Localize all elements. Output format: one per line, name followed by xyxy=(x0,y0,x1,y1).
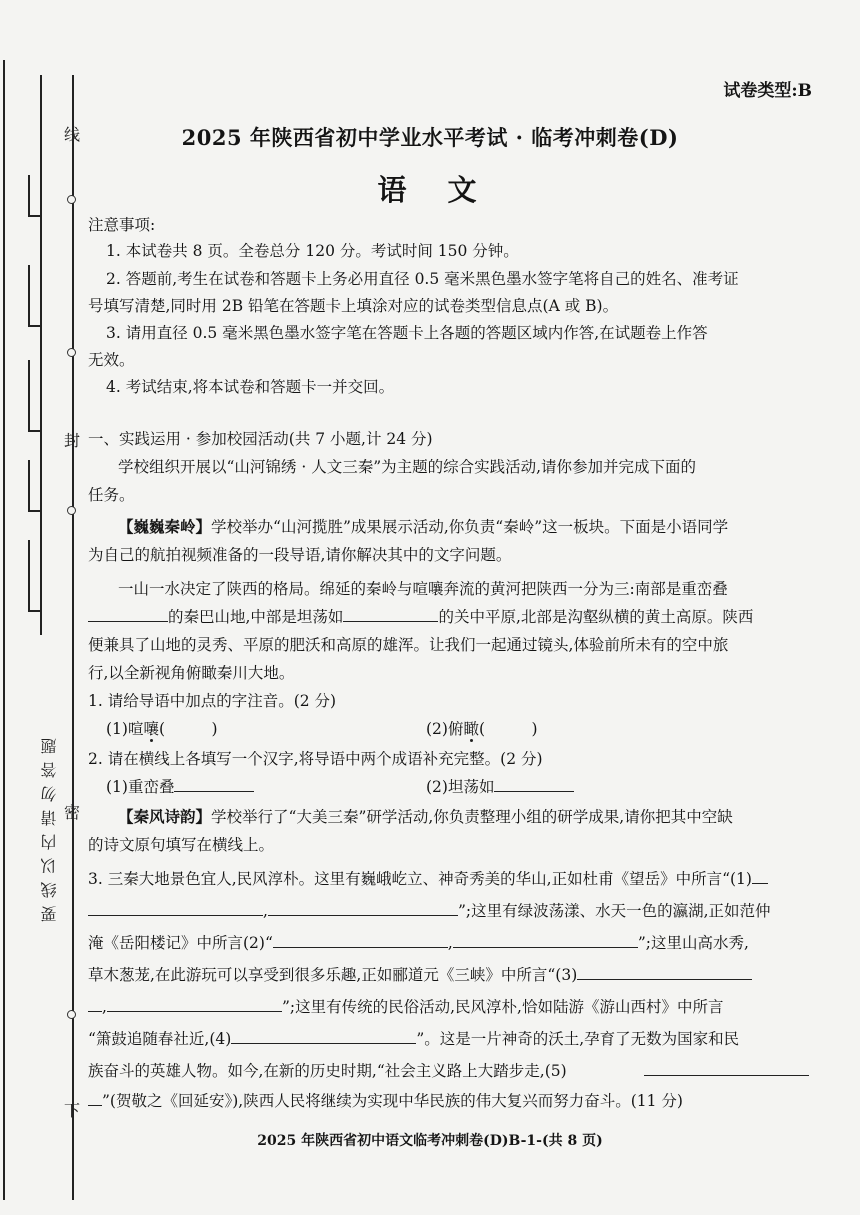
q-text: (2)坦荡如 xyxy=(426,778,495,796)
question-3-e xyxy=(88,992,723,1022)
question-2-2 xyxy=(426,772,574,802)
task-qinling xyxy=(88,512,728,542)
answer-parentheses[interactable]: ( ) xyxy=(158,720,218,738)
binding-char-feng: 封 xyxy=(64,431,81,450)
subject-title: 语 文 xyxy=(377,173,483,207)
q-text: ”(贺敬之《回延安》),陕西人民将继续为实现中华民族的伟大复兴而努力奋斗。(11 分) xyxy=(102,1092,683,1110)
note-2b: 号填写清楚,同时用 2B 铅笔在答题卡上填涂对应的试卷类型信息点(A 或 B)。 xyxy=(88,297,619,315)
note-2a: 2. 答题前,考生在试卷和答题卡上务必用直径 0.5 毫米黑色墨水签字笔将自己的姓名、准考证 xyxy=(106,270,739,288)
answer-blank[interactable] xyxy=(174,773,254,792)
task-qinling-text-b: 为自己的航拍视频准备的一段导语,请你解决其中的文字问题。 xyxy=(88,546,512,564)
dotted-char: 瞰 xyxy=(463,720,479,738)
q-text: (1)重峦叠 xyxy=(106,778,175,796)
section-1-intro-a: 学校组织开展以“山河锦绣 · 人文三秦”为主题的综合实践活动,请你参加并完成下面的 xyxy=(118,458,697,476)
question-1-1 xyxy=(88,714,218,744)
answer-parentheses[interactable]: ( ) xyxy=(478,720,538,738)
answer-blank[interactable] xyxy=(107,993,282,1012)
passage-line-c: 便兼具了山地的灵秀、平原的肥沃和高原的雄浑。让我们一起通过镜头,体验前所未有的空中旅 xyxy=(88,636,729,654)
q-text: ”;这里山高水秀, xyxy=(637,934,749,952)
q-text: , xyxy=(263,902,268,920)
answer-blank[interactable] xyxy=(577,961,752,980)
q-text: (2)俯 xyxy=(426,720,464,738)
idiom-blank-1[interactable] xyxy=(88,603,168,622)
answer-blank[interactable] xyxy=(453,929,638,948)
passage-line-d: 行,以全新视角俯瞰秦川大地。 xyxy=(88,664,295,682)
name-box-3 xyxy=(28,360,42,432)
binding-warning: 要线以内请勿答题 xyxy=(40,730,59,922)
task-qinling-text: 学校举办“山河揽胜”成果展示活动,你负责“秦岭”这一板块。下面是小语同学 xyxy=(211,518,729,536)
section-1-intro-b: 任务。 xyxy=(88,486,135,504)
task-shiyun xyxy=(88,802,733,832)
answer-blank[interactable] xyxy=(88,993,102,1012)
question-1-2 xyxy=(426,714,538,744)
q-text: 草木葱茏,在此游玩可以享受到很多乐趣,正如郦道元《三峡》中所言“(3) xyxy=(88,966,578,984)
question-3-d xyxy=(88,960,752,990)
task-tag-qinling: 【巍巍秦岭】 xyxy=(118,517,212,536)
note-1: 1. 本试卷共 8 页。全卷总分 120 分。考试时间 150 分钟。 xyxy=(106,242,519,260)
question-3-h xyxy=(88,1086,683,1116)
answer-blank[interactable] xyxy=(644,1057,809,1076)
question-2: 2. 请在横线上各填写一个汉字,将导语中两个成语补充完整。(2 分) xyxy=(88,750,543,768)
binding-hole xyxy=(67,506,76,515)
task-shiyun-text-b: 的诗文原句填写在横线上。 xyxy=(88,836,275,854)
question-3-f xyxy=(88,1024,739,1054)
passage-text: 的关中平原,北部是沟壑纵横的黄土高原。陕西 xyxy=(438,608,754,626)
page-footer: 2025 年陕西省初中语文临考冲刺卷(D)B-1-(共 8 页) xyxy=(257,1133,603,1149)
note-3a: 3. 请用直径 0.5 毫米黑色墨水签字笔在答题卡上各题的答题区域内作答,在试题卷上作答 xyxy=(106,324,708,342)
passage-text: 的秦巴山地,中部是坦荡如 xyxy=(168,608,344,626)
question-2-1 xyxy=(88,772,254,802)
answer-blank[interactable] xyxy=(88,897,263,916)
answer-blank[interactable] xyxy=(273,929,448,948)
binding-char-xian: 线 xyxy=(64,125,81,144)
binding-line-inner xyxy=(72,75,74,1200)
question-3-b xyxy=(88,896,771,926)
q-text: (1)喧 xyxy=(106,720,144,738)
answer-blank[interactable] xyxy=(231,1025,416,1044)
name-box-2 xyxy=(28,265,42,327)
idiom-blank-2[interactable] xyxy=(343,603,438,622)
q-text: ”;这里有绿波荡漾、水天一色的瀛湖,正如范仲 xyxy=(457,902,771,920)
q-text: ”;这里有传统的民俗活动,民风淳朴,恰如陆游《游山西村》中所言 xyxy=(281,998,724,1016)
task-shiyun-text: 学校举行了“大美三秦”研学活动,你负责整理小组的研学成果,请你把其中空缺 xyxy=(211,808,733,826)
q-text: , xyxy=(447,934,453,952)
passage-line-a: 一山一水决定了陕西的格局。绵延的秦岭与喧嚷奔流的黄河把陕西一分为三:南部是重峦叠 xyxy=(118,580,728,598)
binding-hole xyxy=(67,348,76,357)
question-3-g: 族奋斗的英雄人物。如今,在新的历史时期,“社会主义路上大踏步走,(5) xyxy=(88,1062,567,1080)
name-box-4 xyxy=(28,460,42,512)
question-1: 1. 请给导语中加点的字注音。(2 分) xyxy=(88,692,337,710)
name-box-5 xyxy=(28,540,42,612)
binding-line-outer xyxy=(3,60,5,1200)
exam-title: 2025 年陕西省初中学业水平考试 · 临考冲刺卷(D) xyxy=(181,125,679,150)
answer-blank[interactable] xyxy=(268,897,458,916)
question-3-a xyxy=(88,864,768,894)
note-4: 4. 考试结束,将本试卷和答题卡一并交回。 xyxy=(106,378,395,396)
note-3b: 无效。 xyxy=(88,351,135,369)
question-3-c xyxy=(88,928,749,958)
paper-type: 试卷类型:B xyxy=(723,81,812,101)
binding-hole xyxy=(67,1010,76,1019)
question-3-g-blank xyxy=(644,1056,809,1086)
task-tag-shiyun: 【秦风诗韵】 xyxy=(118,807,212,826)
q-text: “箫鼓追随春社近,(4) xyxy=(88,1030,232,1048)
passage-line-b xyxy=(88,602,753,632)
binding-char-mi: 密 xyxy=(64,803,81,822)
answer-blank[interactable] xyxy=(752,865,768,884)
notes-heading: 注意事项: xyxy=(88,216,156,234)
q-text: ”。这是一片神奇的沃土,孕育了无数为国家和民 xyxy=(416,1030,740,1048)
q-text: 淹《岳阳楼记》中所言(2)“ xyxy=(88,934,273,952)
q-text: 3. 三秦大地景色宜人,民风淳朴。这里有巍峨屹立、神奇秀美的华山,正如杜甫《望岳》中所言“(1) xyxy=(88,870,752,888)
q-text: , xyxy=(102,998,107,1016)
section-1-title: 一、实践运用 · 参加校园活动(共 7 小题,计 24 分) xyxy=(88,430,433,448)
answer-blank[interactable] xyxy=(494,773,574,792)
binding-char-xia: 下 xyxy=(64,1101,81,1120)
dotted-char: 嚷 xyxy=(143,720,159,738)
answer-blank[interactable] xyxy=(88,1087,102,1106)
